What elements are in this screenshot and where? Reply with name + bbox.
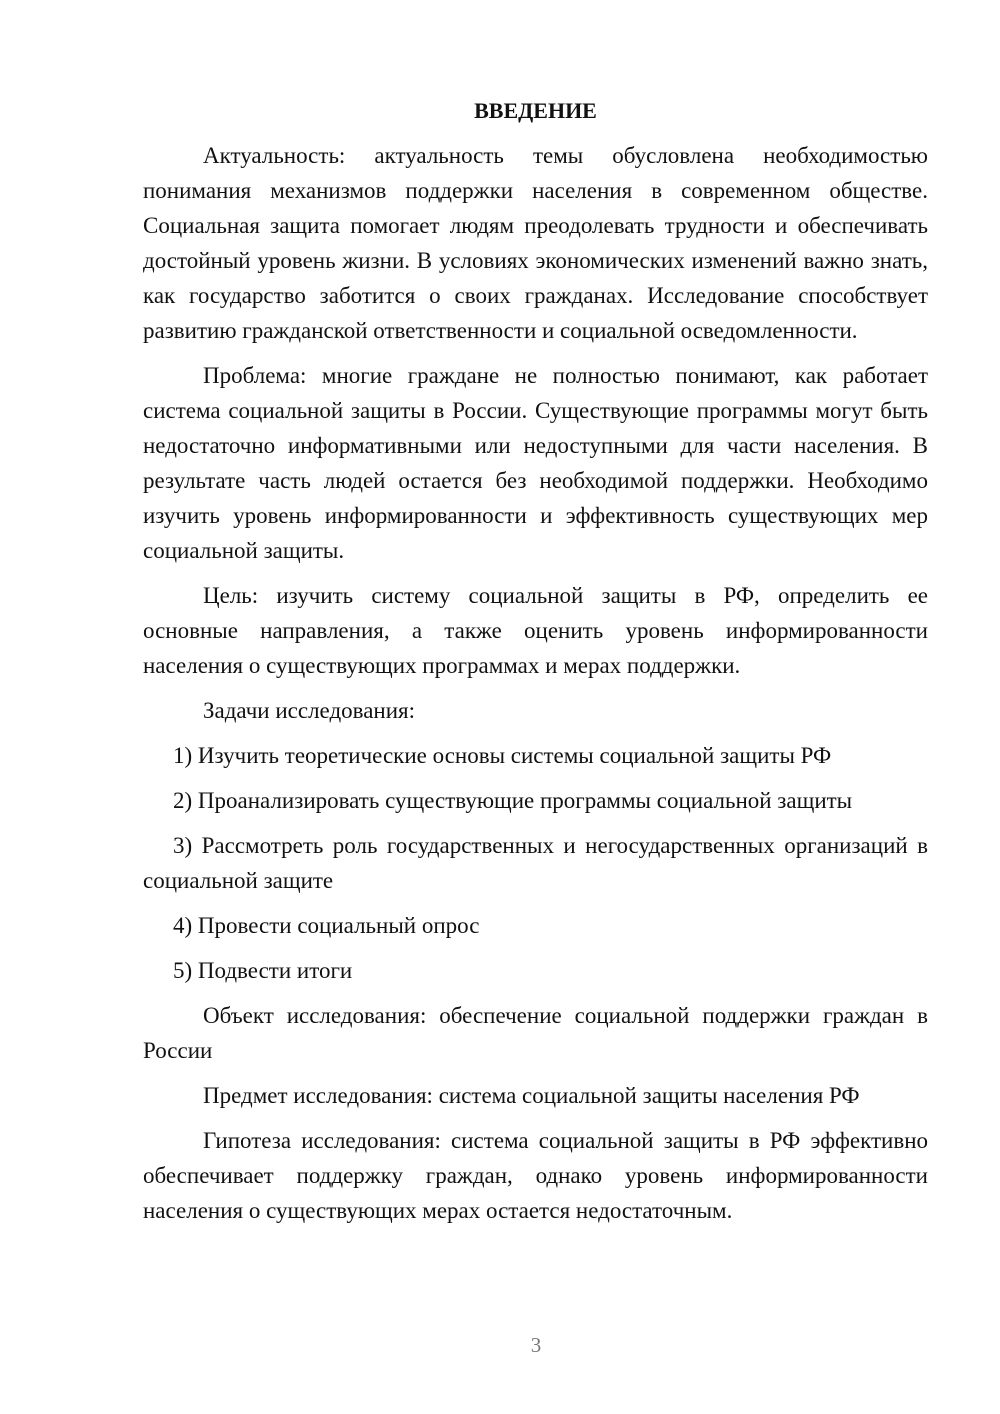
page-number: 3 <box>530 1333 542 1357</box>
document-page <box>143 96 928 1238</box>
task-item-3: 3) Рассмотреть роль государственных и негосударственных организаций в социальной защите <box>143 833 928 893</box>
paragraph-subject: Предмет исследования: система социальной защиты населения РФ <box>203 1083 860 1108</box>
task-item-2: 2) Проанализировать существующие программы социальной защиты <box>173 788 853 813</box>
document-title: ВВЕДЕНИЕ <box>474 98 597 123</box>
paragraph-problem: Проблема: многие граждане не полностью понимают, как работает система социальной защиты в России. Существующие программы могут быть недостаточно информативными или недоступными для части населения. В результате часть людей остается без необходимой поддержки. Необходимо изучить уровень информированности и эффективность существующих мер социальной защиты. <box>143 363 928 563</box>
task-item-1: 1) Изучить теоретические основы системы социальной защиты РФ <box>173 743 832 768</box>
paragraph-relevance: Актуальность: актуальность темы обусловлена необходимостью понимания механизмов поддержки населения в современном обществе. Социальная защита помогает людям преодолевать трудности и обеспечивать достойный уровень жизни. В условиях экономических изменений важно знать, как государство заботится о своих гражданах. Исследование способствует развитию гражданской ответственности и социальной осведомленности. <box>143 143 928 343</box>
task-item-5: 5) Подвести итоги <box>173 958 353 983</box>
paragraph-hypothesis: Гипотеза исследования: система социальной защиты в РФ эффективно обеспечивает поддержку граждан, однако уровень информированности населения о существующих мерах остается недостаточным. <box>143 1128 928 1223</box>
tasks-heading: Задачи исследования: <box>203 698 416 723</box>
task-item-4: 4) Провести социальный опрос <box>173 913 480 938</box>
paragraph-goal: Цель: изучить систему социальной защиты в РФ, определить ее основные направления, а также оценить уровень информированности населения о существующих программах и мерах поддержки. <box>143 583 928 678</box>
paragraph-object: Объект исследования: обеспечение социальной поддержки граждан в России <box>143 1003 928 1063</box>
